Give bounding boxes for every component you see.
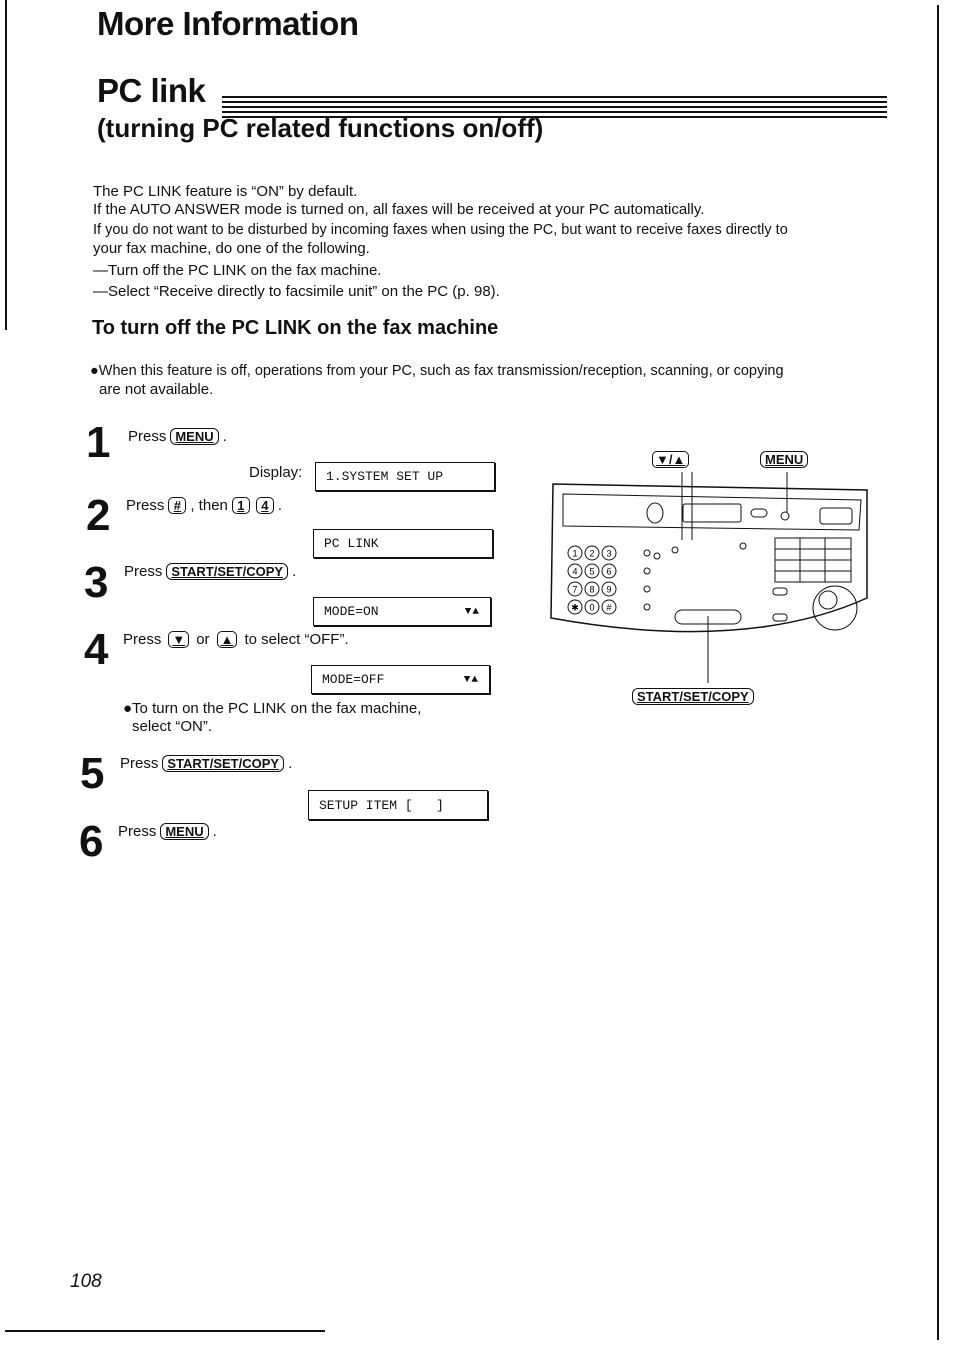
press-label: Press <box>126 497 165 514</box>
step-instruction <box>128 428 227 445</box>
fax-led <box>781 512 789 520</box>
lcd-arrows: ▼▲ <box>463 673 479 686</box>
lcd-text: MODE=OFF <box>322 672 385 687</box>
fax-button <box>751 509 767 517</box>
lcd-text: PC LINK <box>324 536 379 551</box>
down-arrow-key: ▼ <box>168 631 189 648</box>
lcd-display <box>313 529 493 558</box>
keypad-indicator <box>644 568 650 574</box>
lcd-text: SETUP ITEM [ ] <box>319 797 444 813</box>
press-label: Press <box>124 563 163 580</box>
keypad-key-label: 4 <box>572 566 578 577</box>
intro-line: —Turn off the PC LINK on the fax machine. <box>93 262 382 279</box>
keypad-key-label: # <box>606 602 612 613</box>
keypad-key-label: 1 <box>572 548 578 559</box>
fax-button <box>647 503 663 523</box>
keypad-key-label: 9 <box>606 584 612 595</box>
step-number: 4 <box>84 625 109 674</box>
period: . <box>288 755 293 772</box>
fax-button <box>820 508 852 524</box>
procedure-note: ●When this feature is off, operations from your PC, such as fax transmission/reception, scanning, or copying <box>90 363 784 379</box>
lcd-display <box>311 665 490 694</box>
period: . <box>212 823 217 840</box>
intro-line: your fax machine, do one of the following. <box>93 240 370 257</box>
keypad-key-label: 0 <box>589 602 595 613</box>
fax-machine-diagram <box>545 468 875 683</box>
procedure-note: are not available. <box>99 381 214 398</box>
intro-line: The PC LINK feature is “ON” by default. <box>93 183 358 200</box>
fax-button <box>773 588 787 595</box>
then-label: , then <box>190 497 228 514</box>
four-key: 4 <box>256 497 274 514</box>
lcd-display <box>315 462 495 491</box>
title-rule <box>222 106 887 108</box>
press-label: Press <box>120 755 159 772</box>
period: . <box>277 497 283 514</box>
start-set-copy-key: START/SET/COPY <box>162 755 284 772</box>
menu-key-label: MENU <box>760 451 808 468</box>
lcd-text: MODE=ON <box>324 604 379 619</box>
down-up-keys-label: ▼/▲ <box>652 451 689 468</box>
press-label: Press <box>128 428 167 445</box>
intro-line: If the AUTO ANSWER mode is turned on, all faxes will be received at your PC automatically. <box>93 201 705 218</box>
keypad-key-label: 2 <box>589 548 595 559</box>
step-number: 5 <box>80 749 105 798</box>
period: . <box>222 428 227 445</box>
section-title: More Information <box>97 5 359 42</box>
left-margin-line <box>5 0 7 330</box>
page-title: PC link <box>97 72 206 109</box>
menu-key: MENU <box>170 428 218 445</box>
step-number: 2 <box>86 491 111 540</box>
press-label: Press <box>118 823 157 840</box>
keypad-key-label: 7 <box>572 584 578 595</box>
title-rule <box>222 101 887 103</box>
one-key: 1 <box>232 497 250 514</box>
up-arrow-key: ▲ <box>217 631 238 648</box>
navigator-dial <box>813 586 857 630</box>
start-set-copy-key: START/SET/COPY <box>166 563 288 580</box>
lcd-text: 1.SYSTEM SET UP <box>326 469 444 484</box>
step-instruction <box>118 823 217 840</box>
keypad-key-label: 3 <box>606 548 612 559</box>
fax-button <box>773 614 787 621</box>
keypad-indicator <box>644 550 650 556</box>
step-instruction <box>120 755 292 772</box>
intro-line: —Select “Receive directly to facsimile unit” on the PC (p. 98). <box>93 283 500 300</box>
step-note: ●To turn on the PC LINK on the fax machine, <box>123 700 422 717</box>
menu-callout <box>758 451 810 468</box>
keypad-key-label: ✱ <box>571 602 579 613</box>
fax-panel-top <box>563 494 861 530</box>
page-number: 108 <box>70 1271 102 1292</box>
lcd-display <box>308 790 488 820</box>
menu-key: MENU <box>160 823 208 840</box>
bottom-rule <box>5 1330 325 1332</box>
step-instruction <box>123 631 349 648</box>
keypad-key-label: 5 <box>589 566 595 577</box>
step-number: 3 <box>84 558 109 607</box>
page-subtitle: (turning PC related functions on/off) <box>97 113 544 143</box>
keypad-key-label: 6 <box>606 566 612 577</box>
display-label: Display: <box>249 464 303 481</box>
step-number: 6 <box>79 817 104 866</box>
start-callout <box>630 688 756 705</box>
select-off-label: to select “OFF”. <box>244 631 349 648</box>
arrow-keys-callout <box>650 451 691 468</box>
procedure-heading: To turn off the PC LINK on the fax machine <box>92 317 499 339</box>
step-instruction <box>124 563 296 580</box>
fax-keypad <box>568 546 650 614</box>
keypad-indicator <box>644 586 650 592</box>
title-rule <box>222 96 887 98</box>
lcd-display <box>313 597 491 626</box>
dial-center <box>819 591 837 609</box>
hash-key: # <box>168 497 186 514</box>
intro-line: If you do not want to be disturbed by incoming faxes when using the PC, but want to receive faxes directly to <box>93 222 788 238</box>
step-number: 1 <box>86 418 111 467</box>
start-set-copy-label: START/SET/COPY <box>632 688 754 705</box>
keypad-indicator <box>644 604 650 610</box>
period: . <box>292 563 297 580</box>
keypad-key-label: 8 <box>589 584 595 595</box>
lcd-arrows: ▼▲ <box>464 605 480 618</box>
right-margin-line <box>937 5 939 1340</box>
press-label: Press <box>123 631 162 648</box>
or-label: or <box>196 631 210 648</box>
step-instruction <box>126 497 282 514</box>
step-note: select “ON”. <box>132 718 213 735</box>
